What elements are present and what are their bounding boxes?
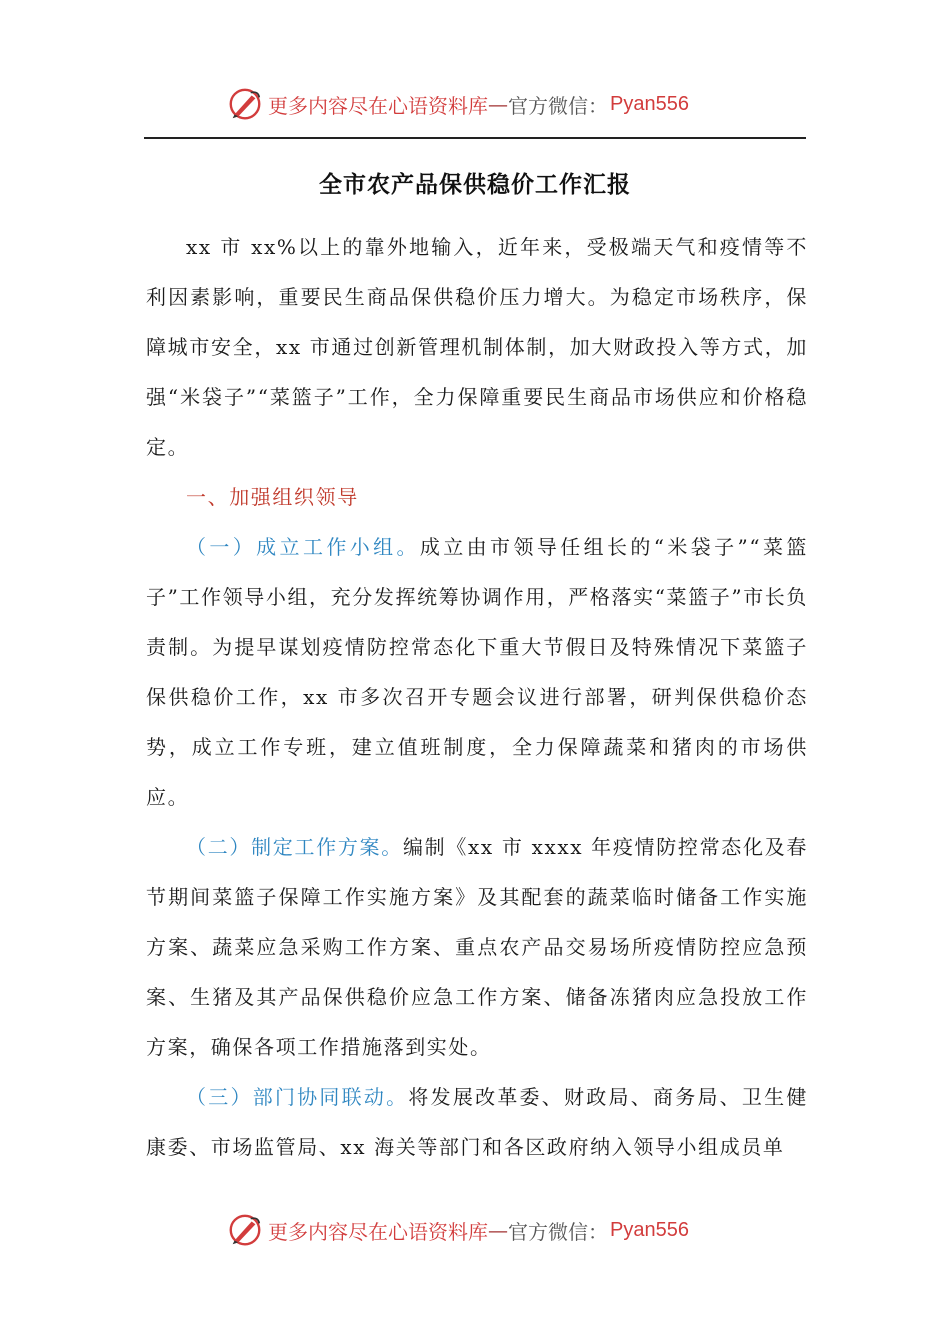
subsection-3-title: （三）部门协同联动。	[186, 1085, 409, 1109]
banner-main-text: 更多内容尽在心语资料库	[268, 1219, 488, 1244]
section-heading-1: 一、加强组织领导	[186, 485, 359, 509]
subsection-1-title: （一）成立工作小组。	[186, 535, 420, 559]
banner-sub-text: 官方微信：	[508, 1219, 608, 1244]
subsection-2-title: （二）制定工作方案。	[186, 835, 403, 859]
footer-banner	[0, 1210, 950, 1250]
subsection-2	[146, 822, 808, 1072]
subsection-1-body: 成立由市领导任组长的“米袋子”“菜篮子”工作领导小组，充分发挥统筹协调作用，严格落实“菜篮子”市长负责制。为提早谋划疫情防控常态化下重大节假日及特殊情况下菜篮子保供稳价工作，xx 市多次召开专题会议进行部署，研判保供稳价态势，成立工作专班，建立值班制度，全力保障蔬菜和猪肉的市场供应。	[146, 535, 808, 809]
banner-wechat-id: Pyan556	[610, 1218, 689, 1241]
subsection-3	[146, 1072, 808, 1172]
header-divider	[144, 137, 806, 139]
intro-paragraph: xx 市 xx%以上的靠外地输入，近年来，受极端天气和疫情等不利因素影响，重要民生商品保供稳价压力增大。为稳定市场秩序，保障城市安全，xx 市通过创新管理机制体制，加大财政投入等方式，加强“米袋子”“菜篮子”工作，全力保障重要民生商品市场供应和价格稳定。	[146, 235, 808, 459]
pen-logo-icon	[226, 1211, 264, 1249]
subsection-3-body: 将发展改革委、财政局、商务局、卫生健康委、市场监管局、xx 海关等部门和各区政府纳入领导小组成员单	[146, 1085, 808, 1159]
banner-dash: —	[488, 92, 508, 116]
banner-main-text: 更多内容尽在心语资料库	[268, 93, 488, 118]
banner-dash: —	[488, 1218, 508, 1242]
document-body	[146, 222, 808, 1172]
banner-wechat-id: Pyan556	[610, 92, 689, 115]
pen-logo-icon	[226, 85, 264, 123]
header-banner	[0, 84, 950, 124]
banner-sub-text: 官方微信：	[508, 93, 608, 118]
subsection-2-body: 编制《xx 市 xxxx 年疫情防控常态化及春节期间菜篮子保障工作实施方案》及其配套的蔬菜临时储备工作实施方案、蔬菜应急采购工作方案、重点农产品交易场所疫情防控应急预案、生猪及其产品保供稳价应急工作方案、储备冻猪肉应急投放工作方案，确保各项工作措施落到实处。	[146, 835, 808, 1059]
subsection-1	[146, 522, 808, 822]
document-title: 全市农产品保供稳价工作汇报	[319, 172, 631, 198]
